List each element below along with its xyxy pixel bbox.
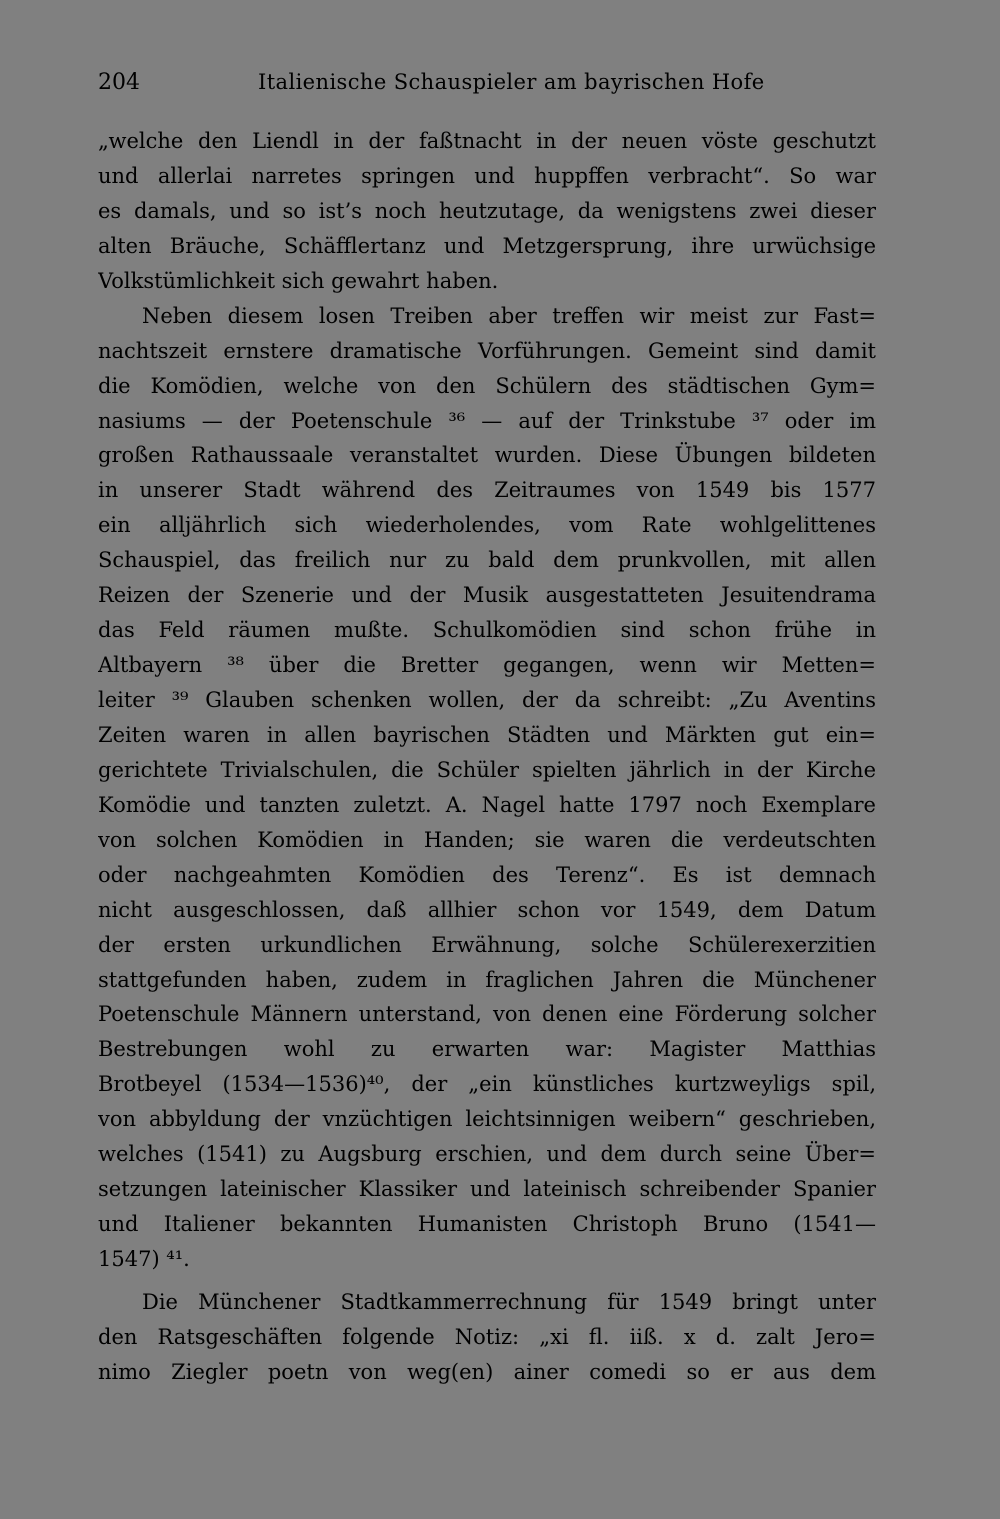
text-line: Altbayern ³⁸ über die Bretter gegangen, wenn wir Metten= <box>98 653 876 678</box>
body-text <box>98 124 876 1390</box>
text-line: Die Münchener Stadtkammerrechnung für 1549 bringt unter <box>142 1289 876 1314</box>
text-line: Komödie und tanzten zuletzt. A. Nagel hatte 1797 noch Exemplare <box>98 792 876 817</box>
text-line: und allerlai narretes springen und huppffen verbracht“. So war <box>98 163 876 188</box>
text-line: das Feld räumen mußte. Schulkomödien sind schon frühe in <box>98 618 876 643</box>
text-line: setzungen lateinischer Klassiker und lateinisch schreibender Spanier <box>98 1177 876 1202</box>
text-line: leiter ³⁹ Glauben schenken wollen, der da schreibt: „Zu Aventins <box>98 688 876 712</box>
text-line: Schauspiel, das freilich nur zu bald dem prunkvollen, mit allen <box>98 548 876 573</box>
text-line: Neben diesem losen Treiben aber treffen wir meist zur Fast= <box>142 303 876 328</box>
paragraph-gap <box>98 1277 876 1285</box>
page-number: 204 <box>98 70 140 95</box>
text-line: oder nachgeahmten Komödien des Terenz“. Es ist demnach <box>98 862 876 887</box>
text-line: der ersten urkundlichen Erwähnung, solche Schülerexerzitien <box>98 932 876 957</box>
text-line: „welche den Liendl in der faßtnacht in der neuen vöste geschutzt <box>98 129 876 153</box>
text-line: Poetenschule Männern unterstand, von denen eine Förderung solcher <box>98 1002 876 1027</box>
book-page <box>98 70 876 1390</box>
text-line: Brotbeyel (1534—1536)⁴⁰, der „ein künstliches kurtzweyligs spil, <box>98 1072 876 1097</box>
text-line: von abbyldung der vnzüchtigen leichtsinnigen weibern“ geschrieben, <box>98 1107 876 1132</box>
text-line: Bestrebungen wohl zu erwarten war: Magister Matthias <box>98 1037 876 1062</box>
text-line: nicht ausgeschlossen, daß allhier schon vor 1549, dem Datum <box>98 897 876 922</box>
text-line: Reizen der Szenerie und der Musik ausgestatteten Jesuitendrama <box>98 583 876 608</box>
text-line: 1547) ⁴¹. <box>98 1247 190 1271</box>
text-line: und Italiener bekannten Humanisten Christoph Bruno (1541— <box>98 1212 876 1237</box>
text-line: die Komödien, welche von den Schülern des städtischen Gym= <box>98 373 876 398</box>
text-line: es damals, und so ist’s noch heutzutage, da wenigstens zwei dieser <box>98 198 876 223</box>
text-line: welches (1541) zu Augsburg erschien, und dem durch seine Über= <box>98 1142 876 1167</box>
text-line: nachtszeit ernstere dramatische Vorführungen. Gemeint sind damit <box>98 338 876 363</box>
text-line: nasiums — der Poetenschule ³⁶ — auf der Trinkstube ³⁷ oder im <box>98 408 876 433</box>
text-line: von solchen Komödien in Handen; sie waren die verdeutschten <box>98 827 876 852</box>
text-line: gerichtete Trivialschulen, die Schüler spielten jährlich in der Kirche <box>98 757 876 782</box>
text-line: stattgefunden haben, zudem in fraglichen Jahren die Münchener <box>98 967 876 992</box>
page-header <box>98 70 876 110</box>
text-line: großen Rathaussaale veranstaltet wurden. Diese Übungen bildeten <box>98 443 876 468</box>
running-title: Italienische Schauspieler am bayrischen Hofe <box>258 70 765 94</box>
text-line: nimo Ziegler poetn von weg(en) ainer comedi so er aus dem <box>98 1359 876 1384</box>
text-line: den Ratsgeschäften folgende Notiz: „xi fl. iiß. x d. zalt Jero= <box>98 1324 876 1349</box>
text-line: Zeiten waren in allen bayrischen Städten und Märkten gut ein= <box>98 722 876 747</box>
text-line: alten Bräuche, Schäfflertanz und Metzgersprung, ihre urwüchsige <box>98 233 876 258</box>
text-line: in unserer Stadt während des Zeitraumes von 1549 bis 1577 <box>98 478 876 503</box>
text-line: Volkstümlichkeit sich gewahrt haben. <box>98 268 499 293</box>
text-line: ein alljährlich sich wiederholendes, vom Rate wohlgelittenes <box>98 513 876 538</box>
